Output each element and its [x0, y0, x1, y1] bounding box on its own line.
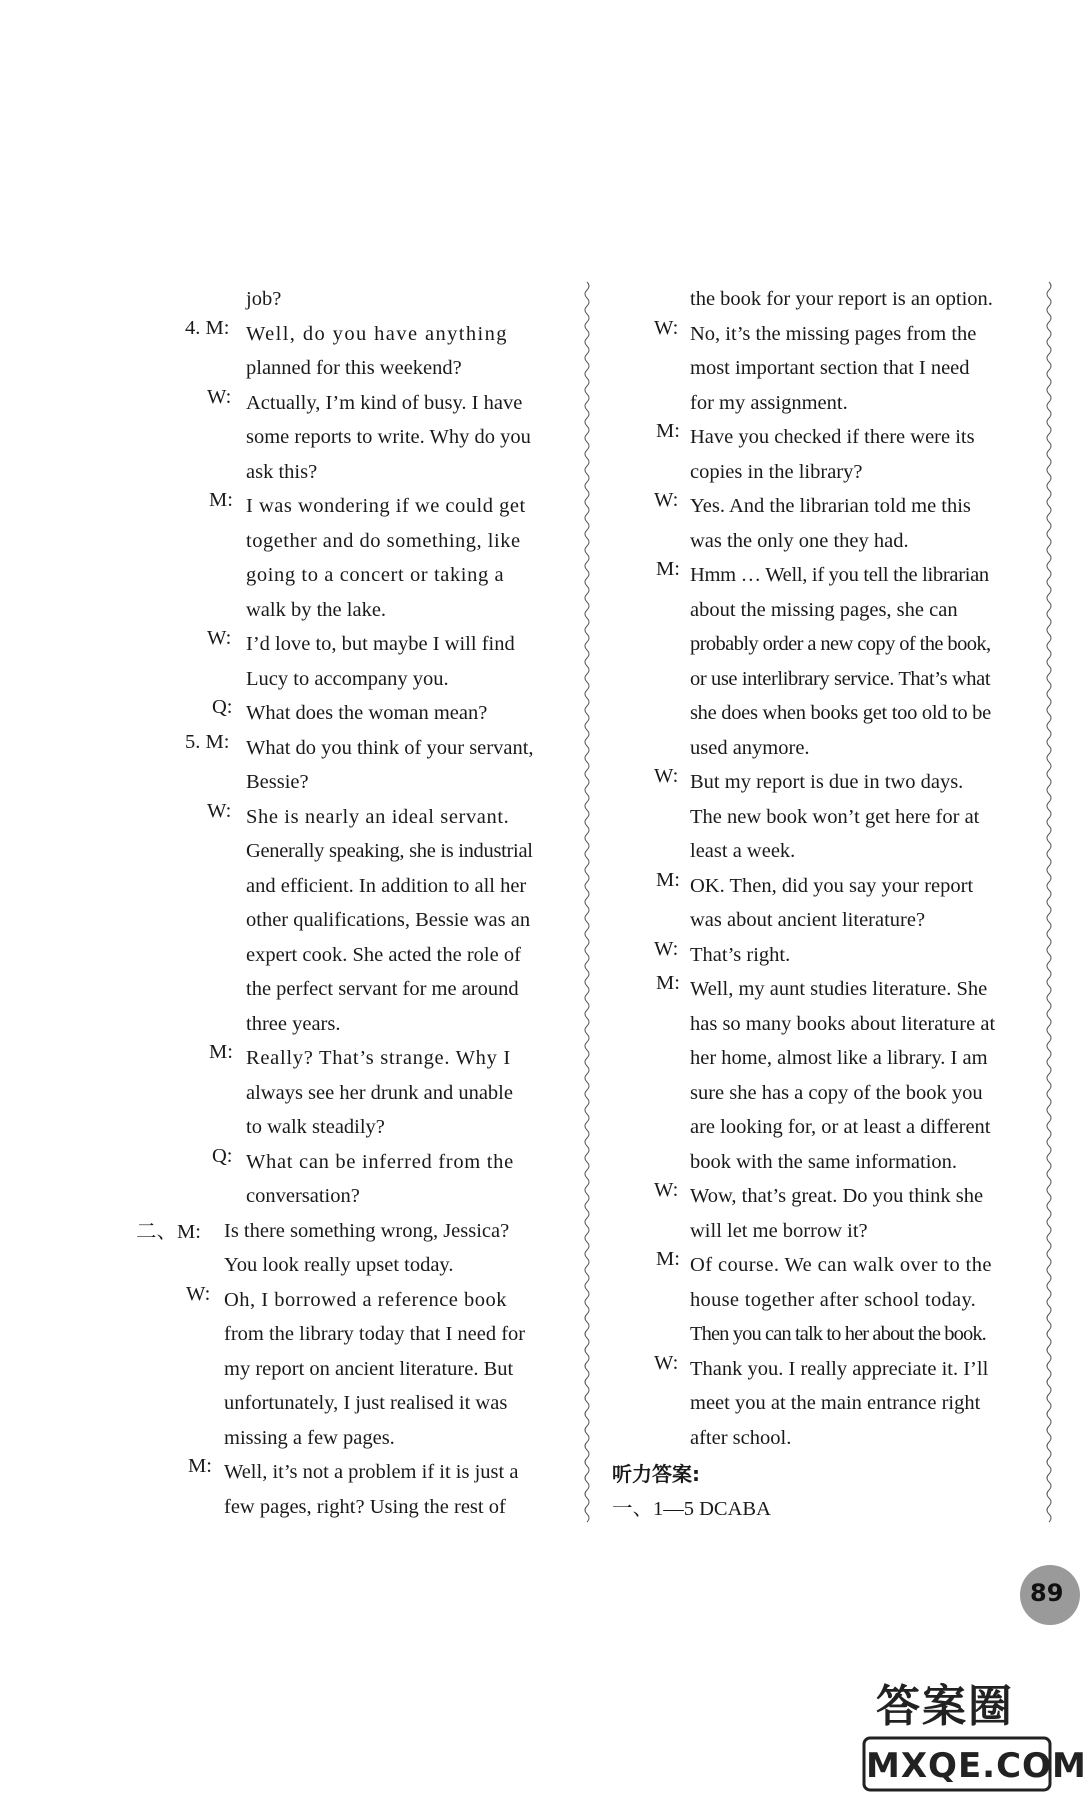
speaker-marker: W:	[186, 1282, 211, 1305]
dialogue-line: I’d love to, but maybe I will find	[246, 633, 515, 655]
dialogue-line: The new book won’t get here for at	[690, 805, 980, 828]
dialogue-line: You look really upset today.	[224, 1254, 454, 1276]
dialogue-line: Actually, I’m kind of busy. I have	[246, 391, 523, 414]
dialogue-line: Bessie?	[246, 771, 309, 793]
dialogue-line: Well, do you have anything	[246, 322, 508, 345]
dialogue-line: Hmm … Well, if you tell the librarian	[690, 564, 989, 586]
dialogue-entry	[600, 489, 1040, 558]
dialogue-line: some reports to write. Why do you	[246, 426, 531, 448]
speaker-marker: W:	[654, 489, 679, 511]
dialogue-line: house together after school today.	[690, 1288, 977, 1311]
dialogue-entry	[0, 731, 560, 800]
dialogue-line: three years.	[246, 1012, 341, 1035]
speaker-marker: M:	[656, 972, 680, 994]
speaker-marker: Q:	[212, 1144, 233, 1167]
dialogue-line: from the library today that I need for	[224, 1323, 526, 1345]
speaker-marker: W:	[654, 1179, 679, 1201]
dialogue-entry	[0, 1214, 560, 1283]
dialogue-line: my report on ancient literature. But	[224, 1357, 514, 1380]
answers-line: 一、1—5 DCABA	[612, 1497, 771, 1520]
dialogue-line: She is nearly an ideal servant.	[246, 805, 510, 828]
dialogue-line: least a week.	[690, 840, 796, 862]
dialogue-line: most important section that I need	[690, 357, 970, 379]
dialogue-entry	[600, 558, 1040, 765]
dialogue-line: Generally speaking, she is industrial	[246, 840, 533, 862]
dialogue-line: expert cook. She acted the role of	[246, 943, 521, 966]
dialogue-entry	[0, 282, 560, 317]
dialogue-line: used anymore.	[690, 736, 810, 759]
dialogue-line: Yes. And the librarian told me this	[690, 495, 971, 517]
speaker-marker: M:	[188, 1455, 212, 1477]
dialogue-line: about the missing pages, she can	[690, 598, 958, 621]
dialogue-entry	[600, 317, 1040, 421]
dialogue-entry	[0, 800, 560, 1042]
dialogue-line: together and do something, like	[246, 529, 521, 552]
dialogue-line: the book for your report is an option.	[690, 288, 993, 310]
dialogue-entry	[0, 696, 560, 731]
speaker-marker: 二、M:	[136, 1220, 201, 1243]
dialogue-line: planned for this weekend?	[246, 357, 462, 379]
dialogue-entry	[600, 1352, 1040, 1456]
dialogue-entry	[0, 386, 560, 490]
speaker-marker: M:	[656, 868, 680, 891]
dialogue-line: missing a few pages.	[224, 1426, 395, 1449]
dialogue-entry	[0, 627, 560, 696]
dialogue-line: I was wondering if we could get	[246, 495, 526, 517]
answers-title: 听力答案:	[612, 1462, 700, 1486]
dialogue-line: to walk steadily?	[246, 1116, 385, 1138]
speaker-marker: Q:	[212, 696, 233, 718]
dialogue-line: will let me borrow it?	[690, 1219, 868, 1242]
dialogue-line: No, it’s the missing pages from the	[690, 322, 977, 345]
dialogue-line: always see her drunk and unable	[246, 1081, 513, 1104]
dialogue-line: or use interlibrary service. That’s what	[690, 667, 991, 690]
dialogue-entry	[600, 938, 1040, 973]
dialogue-entry	[600, 420, 1040, 489]
dialogue-line: But my report is due in two days.	[690, 771, 964, 793]
dialogue-entry	[600, 1179, 1040, 1248]
dialogue-line: What does the woman mean?	[246, 702, 488, 724]
watermark-url: MXQE.COM	[866, 1746, 1087, 1786]
dialogue-line: was the only one they had.	[690, 529, 909, 552]
dialogue-line: What can be inferred from the	[246, 1150, 514, 1173]
dialogue-line: going to a concert or taking a	[246, 564, 505, 586]
dialogue-line: OK. Then, did you say your report	[690, 874, 974, 897]
speaker-marker: M:	[656, 558, 680, 580]
dialogue-line: Wow, that’s great. Do you think she	[690, 1185, 984, 1207]
speaker-marker: W:	[207, 385, 232, 408]
dialogue-line: Really? That’s strange. Why I	[246, 1047, 511, 1069]
dialogue-entry	[600, 282, 1040, 317]
dialogue-line: Well, my aunt studies literature. She	[690, 978, 988, 1000]
dialogue-line: Have you checked if there were its	[690, 426, 975, 448]
dialogue-entry	[0, 1041, 560, 1145]
dialogue-line: copies in the library?	[690, 460, 863, 483]
watermark-text: 答案圈	[876, 1681, 1014, 1732]
dialogue-line: Then you can talk to her about the book.	[690, 1323, 986, 1345]
dialogue-line: meet you at the main entrance right	[690, 1392, 981, 1414]
dialogue-entry	[600, 765, 1040, 869]
dialogue-line: Is there something wrong, Jessica?	[224, 1219, 510, 1242]
page-number-badge	[1020, 1565, 1080, 1625]
speaker-marker: M:	[209, 1041, 233, 1063]
dialogue-line: Thank you. I really appreciate it. I’ll	[690, 1357, 989, 1380]
dialogue-line: Lucy to accompany you.	[246, 667, 449, 690]
dialogue-line: Oh, I borrowed a reference book	[224, 1288, 508, 1311]
right-column	[600, 282, 1040, 1526]
dialogue-line: conversation?	[246, 1185, 360, 1207]
dialogue-entry	[0, 1145, 560, 1214]
dialogue-line: after school.	[690, 1426, 792, 1449]
dialogue-line: her home, almost like a library. I am	[690, 1047, 988, 1069]
dialogue-line: sure she has a copy of the book you	[690, 1081, 983, 1104]
dialogue-entry	[0, 1455, 560, 1524]
speaker-marker: W:	[207, 627, 232, 649]
watermark-logo	[862, 1668, 1087, 1794]
speaker-marker: W:	[654, 937, 679, 960]
speaker-marker: W:	[207, 799, 232, 822]
speaker-marker: M:	[656, 1248, 680, 1270]
dialogue-line: other qualifications, Bessie was an	[246, 909, 531, 931]
dialogue-entry	[600, 1248, 1040, 1352]
dialogue-line: What do you think of your servant,	[246, 736, 534, 759]
dialogue-line: was about ancient literature?	[690, 909, 926, 931]
dialogue-line: ask this?	[246, 460, 318, 483]
dialogue-line: the perfect servant for me around	[246, 978, 519, 1000]
dialogue-line: are looking for, or at least a different	[690, 1116, 991, 1138]
dialogue-line: walk by the lake.	[246, 598, 387, 621]
dialogue-entry	[600, 972, 1040, 1179]
dialogue-line: book with the same information.	[690, 1150, 958, 1173]
dialogue-line: unfortunately, I just realised it was	[224, 1392, 508, 1414]
page-number: 89	[1030, 1579, 1064, 1607]
dialogue-line: she does when books get too old to be	[690, 702, 991, 724]
speaker-marker: 5. M:	[185, 730, 230, 753]
speaker-marker: M:	[656, 420, 680, 442]
column-divider	[582, 282, 592, 1522]
dialogue-line: probably order a new copy of the book,	[690, 633, 991, 655]
page-edge-line	[1044, 282, 1054, 1522]
dialogue-line: Well, it’s not a problem if it is just a	[224, 1461, 519, 1483]
left-column	[0, 282, 560, 1524]
speaker-marker: W:	[654, 316, 679, 339]
speaker-marker: W:	[654, 765, 679, 787]
dialogue-line: job?	[246, 288, 282, 310]
dialogue-line: Of course. We can walk over to the	[690, 1254, 992, 1276]
dialogue-line: has so many books about literature at	[690, 1012, 996, 1035]
dialogue-entry	[0, 1283, 560, 1456]
dialogue-line: few pages, right? Using the rest of	[224, 1495, 506, 1518]
dialogue-line: for my assignment.	[690, 391, 848, 414]
answers-section	[600, 1457, 1040, 1526]
speaker-marker: 4. M:	[185, 316, 230, 339]
dialogue-entry	[0, 489, 560, 627]
dialogue-entry	[0, 317, 560, 386]
dialogue-line: and efficient. In addition to all her	[246, 874, 527, 897]
dialogue-line: That’s right.	[690, 943, 791, 966]
speaker-marker: W:	[654, 1351, 679, 1374]
speaker-marker: M:	[209, 489, 233, 511]
dialogue-entry	[600, 869, 1040, 938]
